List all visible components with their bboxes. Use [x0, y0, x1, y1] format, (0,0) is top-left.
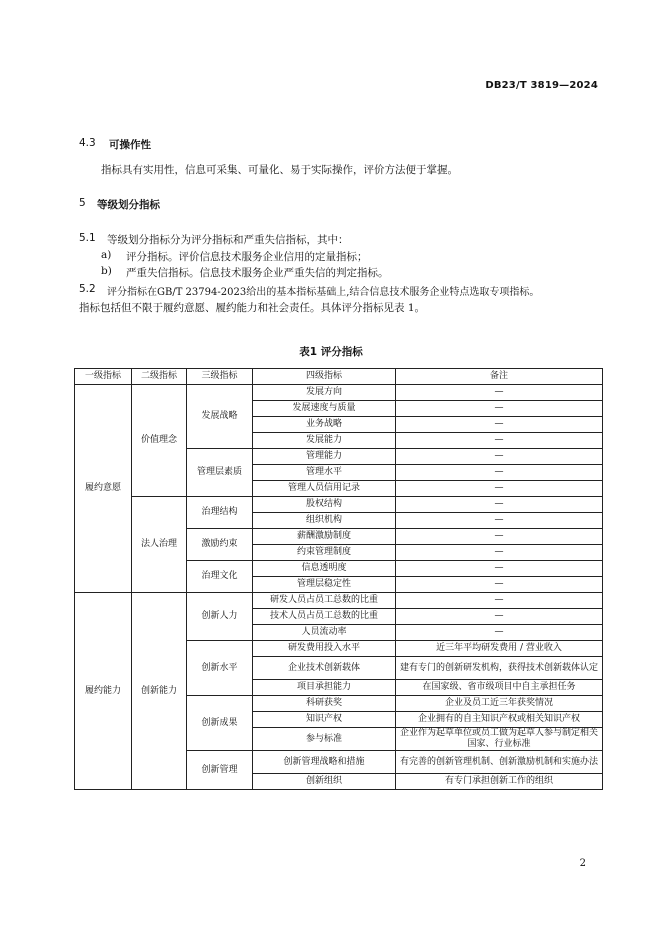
level4-cell: 信息透明度	[253, 561, 396, 577]
header-level4: 四级指标	[253, 369, 396, 385]
note-cell: —	[396, 625, 603, 641]
note-cell: 建有专门的创新研发机构，获得技术创新载体认定	[396, 657, 603, 680]
item-b-text: 严重失信指标。信息技术服务企业严重失信的判定指标。	[126, 267, 389, 279]
table-header-row	[75, 369, 603, 385]
level4-cell: 创新组织	[253, 774, 396, 790]
note-cell: —	[396, 561, 603, 577]
note-cell: —	[396, 449, 603, 465]
level4-cell: 研发人员占员工总数的比重	[253, 593, 396, 609]
level4-cell: 知识产权	[253, 712, 396, 728]
note-cell: —	[396, 481, 603, 497]
note-cell: —	[396, 417, 603, 433]
note-cell: 有专门承担创新工作的组织	[396, 774, 603, 790]
note-cell: 有完善的创新管理机制、创新激励机制和实施办法	[396, 751, 603, 774]
level4-cell: 创新管理战略和措施	[253, 751, 396, 774]
section-4-3-number: 4.3	[79, 137, 96, 149]
section-5-2-line2: 指标包括但不限于履约意愿、履约能力和社会责任。具体评分指标见表 1。	[79, 302, 426, 314]
level2-cell: 法人治理	[132, 497, 187, 593]
note-cell: —	[396, 433, 603, 449]
table-row	[75, 385, 603, 401]
level4-cell: 股权结构	[253, 497, 396, 513]
note-cell: —	[396, 529, 603, 545]
level4-cell: 管理人员信用记录	[253, 481, 396, 497]
level4-cell: 企业技术创新载体	[253, 657, 396, 680]
level4-cell: 管理能力	[253, 449, 396, 465]
note-cell: 近三年平均研发费用 / 营业收入	[396, 641, 603, 657]
header-level1: 一级指标	[75, 369, 132, 385]
level3-cell: 激励约束	[187, 529, 253, 561]
section-4-3-title: 可操作性	[109, 139, 151, 151]
section-5-2-line1: 评分指标在GB/T 23794-2023给出的基本指标基础上,结合信息技术服务企业特点选取专项指标。	[107, 287, 540, 298]
level3-cell: 治理文化	[187, 561, 253, 593]
note-cell: —	[396, 577, 603, 593]
item-b-marker: b)	[101, 265, 112, 277]
note-cell: —	[396, 513, 603, 529]
document-code: DB23/T 3819—2024	[485, 80, 598, 91]
level4-cell: 管理水平	[253, 465, 396, 481]
level4-cell: 项目承担能力	[253, 680, 396, 696]
header-level2: 二级指标	[132, 369, 187, 385]
level3-cell: 创新管理	[187, 751, 253, 790]
level3-cell: 治理结构	[187, 497, 253, 529]
level4-cell: 业务战略	[253, 417, 396, 433]
level1-cell: 履约意愿	[75, 385, 132, 593]
level4-cell: 组织机构	[253, 513, 396, 529]
table-title: 表1 评分指标	[299, 346, 363, 358]
note-cell: —	[396, 401, 603, 417]
level3-cell: 创新成果	[187, 696, 253, 751]
header-notes: 备注	[396, 369, 603, 385]
note-cell: 在国家级、省市级项目中自主承担任务	[396, 680, 603, 696]
note-cell: 企业及员工近三年获奖情况	[396, 696, 603, 712]
level1-cell: 履约能力	[75, 593, 132, 790]
scoring-indicator-table	[74, 368, 603, 790]
section-5-1-body: 等级划分指标分为评分指标和严重失信指标，其中：	[107, 234, 349, 246]
note-cell: —	[396, 609, 603, 625]
table-row	[75, 497, 603, 513]
level4-cell: 薪酬激励制度	[253, 529, 396, 545]
note-cell: —	[396, 545, 603, 561]
section-5-number: 5	[79, 197, 86, 209]
note-cell: 企业作为起草单位或员工做为起草人参与制定相关国家、行业标准	[396, 728, 603, 751]
note-cell: —	[396, 385, 603, 401]
level3-cell: 创新水平	[187, 641, 253, 696]
page-number: 2	[579, 858, 586, 869]
header-level3: 三级指标	[187, 369, 253, 385]
note-cell: —	[396, 497, 603, 513]
section-5-1-number: 5.1	[79, 232, 96, 244]
section-4-3-body: 指标具有实用性，信息可采集、可量化、易于实际操作，评价方法便于掌握。	[101, 164, 458, 176]
item-a-text: 评分指标。评价信息技术服务企业信用的定量指标；	[126, 251, 368, 263]
level3-cell: 管理层素质	[187, 449, 253, 497]
item-a-marker: a)	[101, 249, 112, 261]
level2-cell: 创新能力	[132, 593, 187, 790]
level4-cell: 发展速度与质量	[253, 401, 396, 417]
table-row	[75, 593, 603, 609]
level4-cell: 发展方向	[253, 385, 396, 401]
note-cell: —	[396, 593, 603, 609]
note-cell: 企业拥有的自主知识产权或相关知识产权	[396, 712, 603, 728]
section-5-title: 等级划分指标	[97, 199, 160, 211]
level4-cell: 人员流动率	[253, 625, 396, 641]
level2-cell: 价值理念	[132, 385, 187, 497]
note-cell: —	[396, 465, 603, 481]
level4-cell: 研发费用投入水平	[253, 641, 396, 657]
level4-cell: 科研获奖	[253, 696, 396, 712]
level4-cell: 管理层稳定性	[253, 577, 396, 593]
level4-cell: 参与标准	[253, 728, 396, 751]
level4-cell: 发展能力	[253, 433, 396, 449]
level3-cell: 创新人力	[187, 593, 253, 641]
level3-cell: 发展战略	[187, 385, 253, 449]
level4-cell: 约束管理制度	[253, 545, 396, 561]
section-5-2-number: 5.2	[79, 283, 96, 295]
level4-cell: 技术人员占员工总数的比重	[253, 609, 396, 625]
